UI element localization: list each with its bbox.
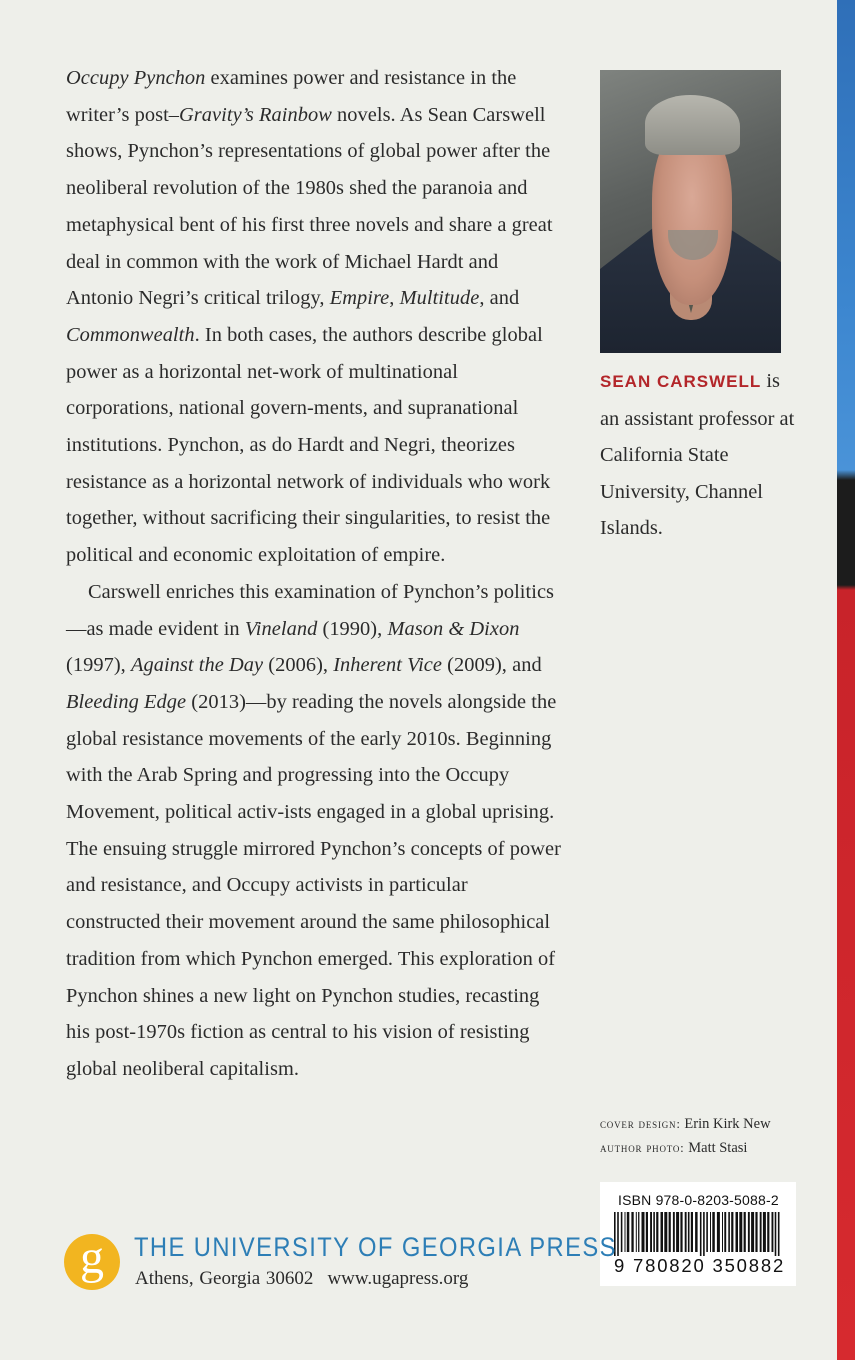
author-bio [600, 363, 800, 547]
cover-design-label: cover design: [600, 1116, 681, 1131]
barcode-bar [673, 1212, 675, 1252]
isbn-text: ISBN 978-0-8203-5088-2 [618, 1192, 779, 1208]
barcode-bar [724, 1212, 726, 1252]
cover-edge-strip [837, 0, 855, 1360]
text-run: (2006), [263, 654, 334, 677]
press-logo [64, 1231, 120, 1290]
press-logo-letter: g [80, 1231, 104, 1284]
italic-title: Inherent Vice [333, 654, 442, 677]
barcode-bar [669, 1212, 671, 1252]
barcode-bar [661, 1212, 664, 1252]
barcode-bar [646, 1212, 648, 1252]
publisher-address: Athens, Georgia 30602 [135, 1268, 314, 1289]
text-run: , [389, 287, 400, 310]
barcode-bar [775, 1212, 777, 1256]
barcode-digits: 9 780820 350882 [614, 1255, 786, 1276]
text-run: (1990), [317, 617, 388, 640]
barcode-bar [642, 1212, 645, 1252]
barcode-bar [631, 1212, 633, 1252]
barcode-bar [691, 1212, 693, 1252]
barcode-bar [653, 1212, 655, 1252]
barcode-bar [760, 1212, 762, 1252]
barcode-bar [627, 1212, 630, 1252]
barcode-bar [722, 1212, 723, 1252]
barcode-bar [739, 1212, 742, 1252]
italic-title: Against the Day [130, 654, 264, 677]
author-photo [600, 70, 781, 353]
italic-title: Bleeding Edge [66, 690, 187, 713]
publisher-url: www.ugapress.org [327, 1268, 469, 1289]
barcode-bar [731, 1212, 733, 1252]
publisher-address-line [135, 1268, 468, 1290]
author-photo-value: Matt Stasi [684, 1140, 748, 1156]
italic-title: Commonwealth [66, 323, 195, 346]
barcode-bar [748, 1212, 750, 1252]
photo-hair-shape [645, 95, 740, 155]
italic-title: Vineland [244, 617, 318, 640]
book-description [66, 60, 566, 1088]
barcode-bar [688, 1212, 690, 1252]
text-run: examines power and resistance in the writer’s post– [66, 67, 517, 126]
barcode-bar [772, 1212, 774, 1252]
barcode-bar [763, 1212, 766, 1252]
barcode-bar [778, 1212, 780, 1256]
barcode-bar [767, 1212, 769, 1252]
barcode-bar [685, 1212, 687, 1252]
author-photo-credit [600, 1136, 820, 1160]
description-paragraph-2 [66, 574, 566, 1088]
barcode-bar [744, 1212, 746, 1252]
credits [600, 1112, 820, 1160]
author-name: SEAN CARSWELL [600, 372, 762, 391]
barcode-bar [621, 1212, 623, 1252]
barcode-bar [638, 1212, 639, 1252]
barcode-bar [664, 1212, 667, 1252]
barcode-bars [612, 1212, 786, 1256]
cover-design-value: Erin Kirk New [680, 1116, 771, 1132]
italic-title: Empire [329, 287, 390, 310]
barcode-bar [728, 1212, 730, 1252]
publisher-name: THE UNIVERSITY OF GEORGIA PRESS [134, 1232, 617, 1262]
barcode-bar [656, 1212, 658, 1252]
text-run: (1997), [66, 654, 131, 677]
barcode-bar [703, 1212, 705, 1256]
isbn-barcode [600, 1182, 796, 1286]
text-run: novels. As Sean Carswell shows, Pynchon’s representations of global power after the neoliberal revolution of the 1980s shed the paranoia and metaphysical bent of his first three novels and share a great deal in common with the work of Michael Hardt and Antonio Negri’s critical trilogy, [66, 103, 553, 310]
barcode-bar [636, 1212, 637, 1252]
barcode-bar [706, 1212, 708, 1252]
barcode-bar [625, 1212, 626, 1252]
cover-design-credit [600, 1112, 820, 1136]
barcode-bar [680, 1212, 682, 1252]
author-photo-label: author photo: [600, 1140, 685, 1155]
barcode-bar [710, 1212, 711, 1252]
italic-title: Multitude [399, 287, 480, 310]
italic-title: Occupy Pynchon [66, 67, 206, 89]
description-paragraph-1 [66, 60, 566, 574]
text-run: (2009), and [442, 654, 542, 677]
text-run: . In both cases, the authors describe global power as a horizontal net-work of multinational corporations, national govern-ments, and supranational institutions. Pynchon, as do Hardt and Negri, theorizes resistance as a horizontal network of individuals who work together, without sacrificing their singularities, to resist the political and economic exploitation of empire. [66, 323, 551, 567]
barcode-bar [650, 1212, 652, 1252]
barcode-bar [717, 1212, 720, 1252]
barcode-bar [751, 1212, 754, 1252]
text-run: Carswell enriches this examination of Pynchon’s politics—as made evident in [66, 580, 555, 640]
barcode-bar [617, 1212, 619, 1256]
barcode-bar [755, 1212, 757, 1252]
italic-title: Mason & Dixon [387, 617, 520, 640]
barcode-bar [736, 1212, 739, 1252]
text-run: , and [479, 287, 520, 310]
barcode-bar [676, 1212, 679, 1252]
text-run: (2013)—by reading the novels alongside the global resistance movements of the early 2010s. Beginning with the Arab Spring and progressing into the Occupy Movement, political activ-ists engaged in a global uprising. The ensuing struggle mirrored Pynchon’s concepts of power and resistance, and Occupy activists in particular constructed their movement around the same philosophical tradition from which Pynchon emerged. This exploration of Pynchon shines a new light on Pynchon studies, recasting his post-1970s fiction as central to his vision of resisting global neoliberal capitalism. [66, 690, 561, 1080]
barcode-bar [712, 1212, 715, 1252]
barcode-bar [695, 1212, 698, 1252]
barcode-bar [700, 1212, 702, 1256]
author-bio-text: is an assistant professor at California State University, Channel Islands. [600, 370, 795, 540]
italic-title: Gravity’s Rainbow [179, 103, 332, 126]
